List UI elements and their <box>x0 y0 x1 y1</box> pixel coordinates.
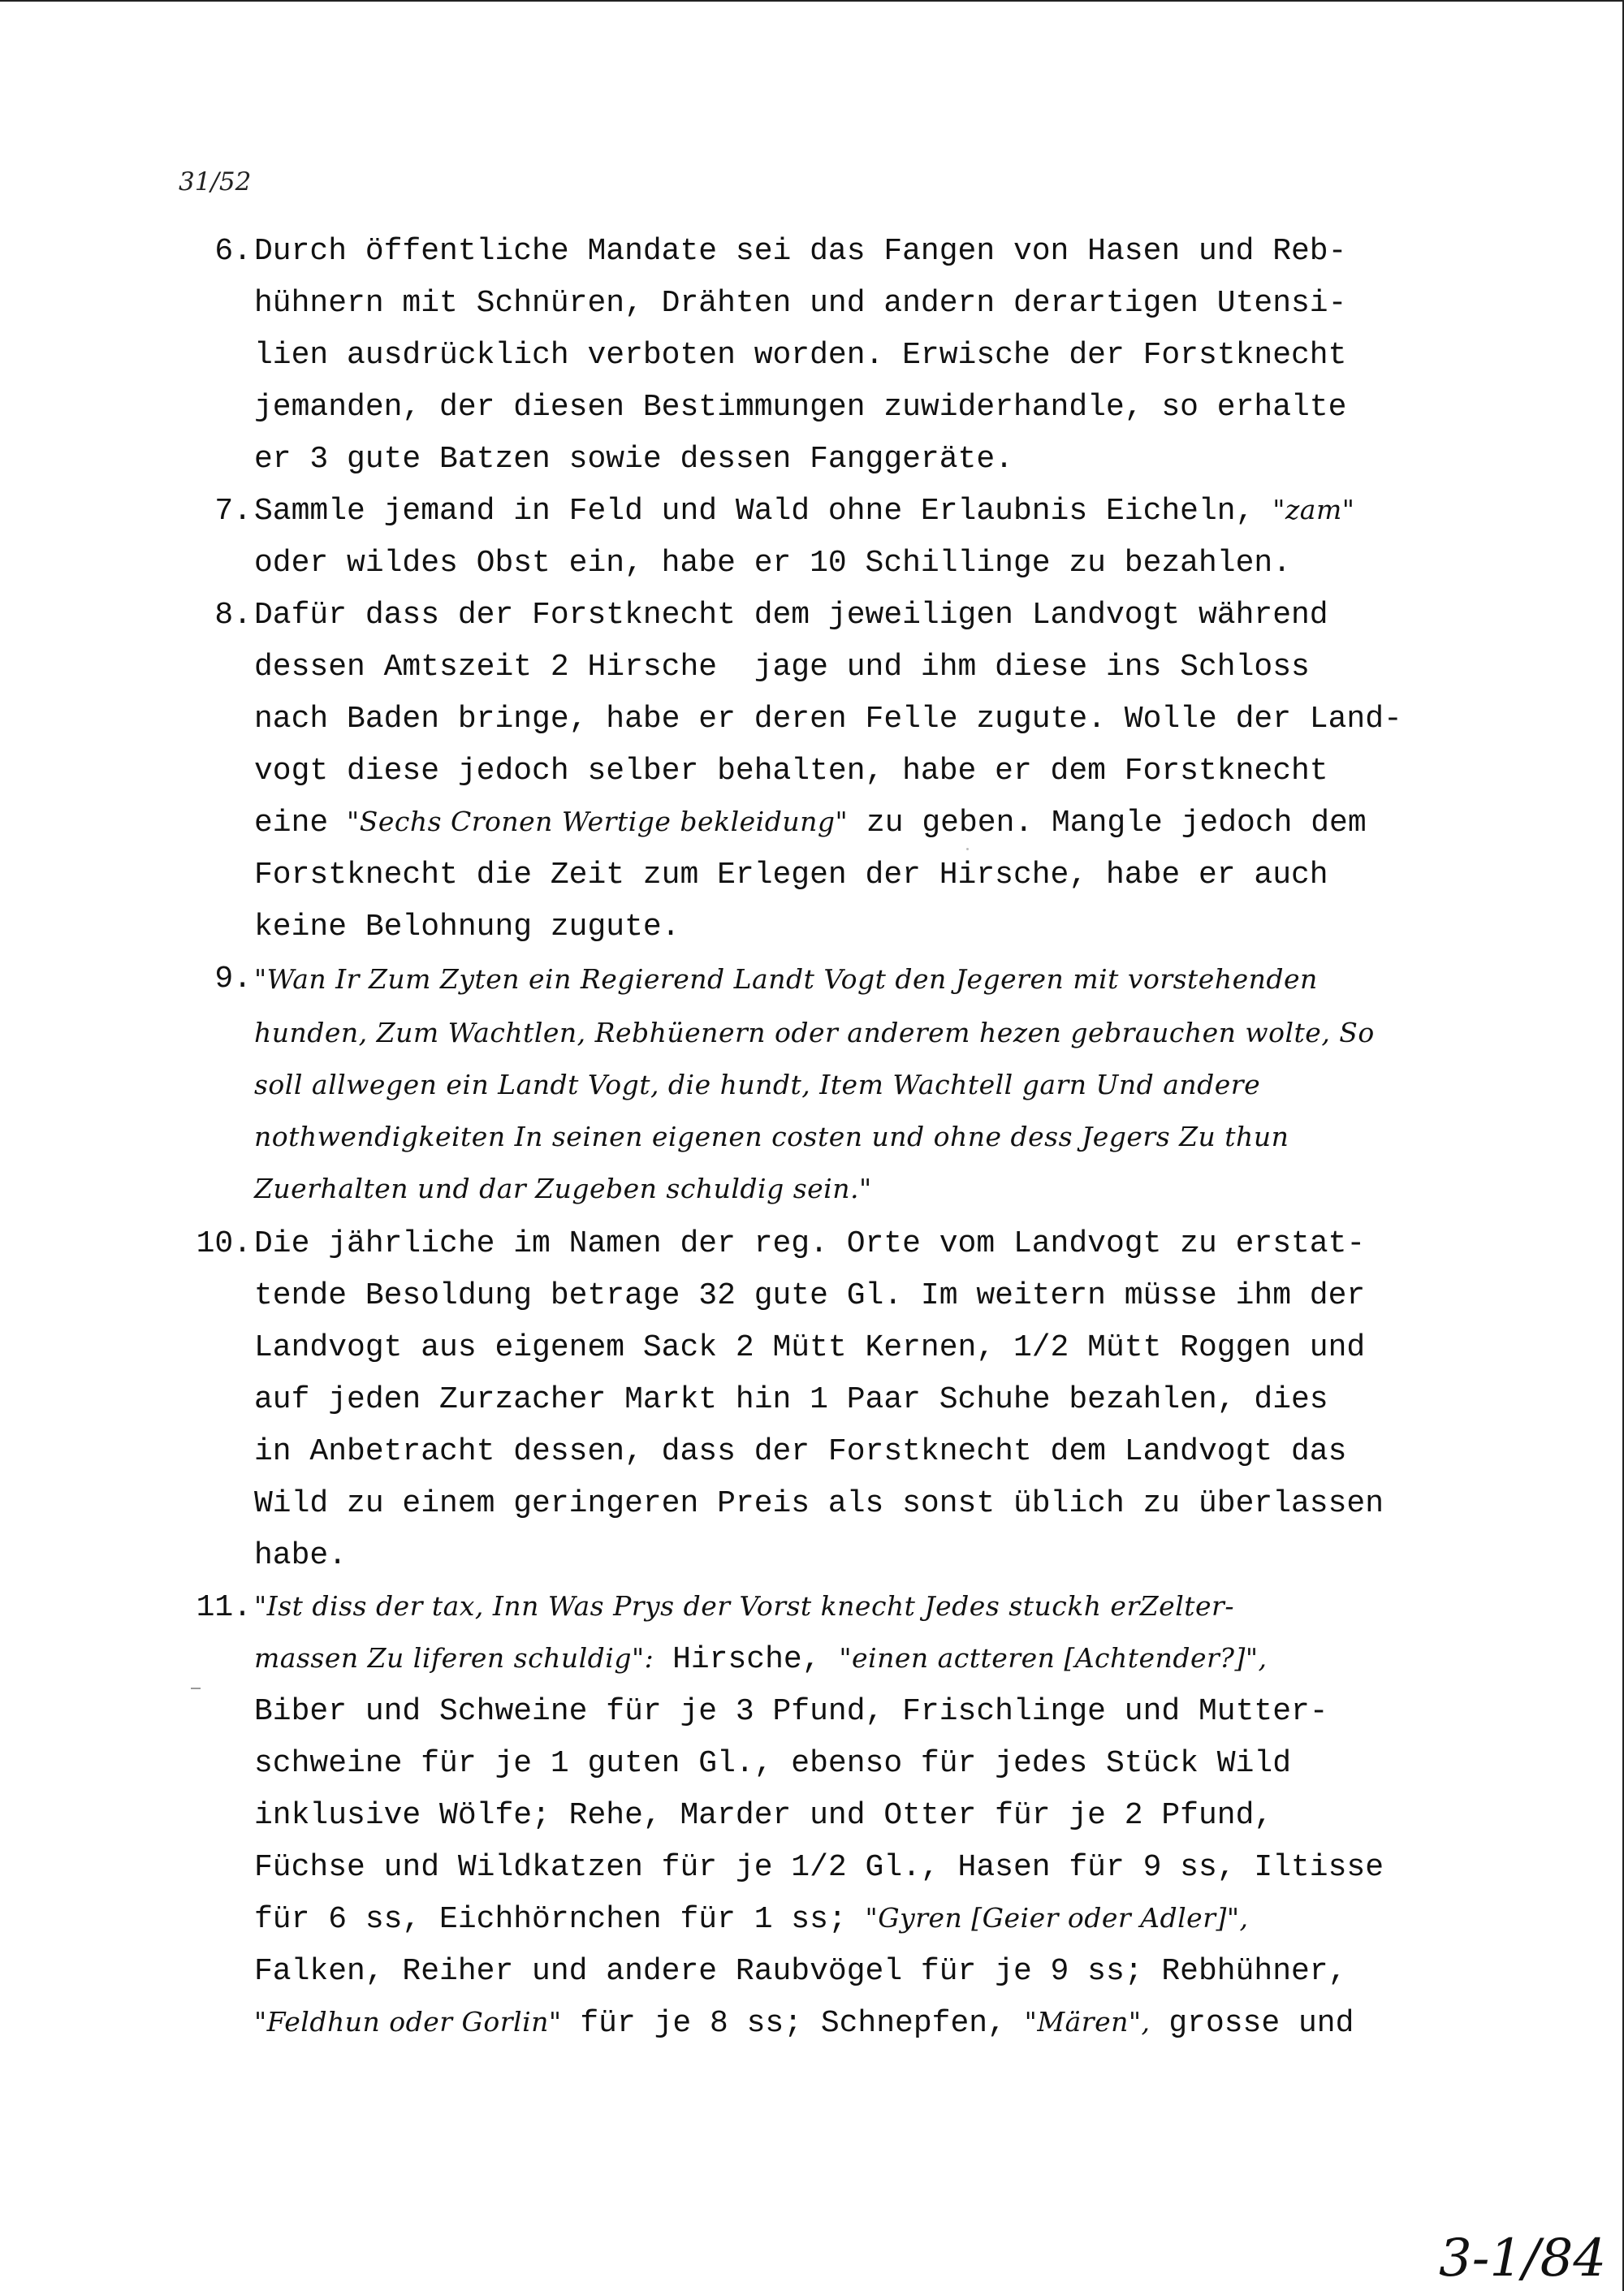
text-line: Die jährliche im Namen der reg. Orte vom Landvogt zu erstat- <box>254 1226 1366 1261</box>
quoted-segment: "Sechs Cronen Wertige bekleidung" <box>347 806 849 837</box>
text-line: auf jeden Zurzacher Markt hin 1 Paar Schuhe bezahlen, dies <box>254 1382 1328 1417</box>
quoted-line: nothwendigkeiten In seinen eigenen costen und ohne dess Jegers Zu thun <box>254 1121 1289 1152</box>
text-line: keine Belohnung zugute. <box>254 910 680 944</box>
text-line: in Anbetracht dessen, dass der Forstknecht dem Landvogt das <box>254 1434 1347 1469</box>
margin-mark <box>191 1688 201 1689</box>
quoted-segment: "einen actteren [Achtender?]", <box>839 1642 1268 1674</box>
text-line <box>254 1902 1249 1937</box>
text-line: hühnern mit Schnüren, Drähten und andern derartigen Utensi- <box>254 286 1347 321</box>
text-segment: für je 8 ss; Schnepfen, <box>561 2006 1025 2041</box>
text-line: dessen Amtszeit 2 Hirsche jage und ihm diese ins Schloss <box>254 650 1310 685</box>
quoted-segment: massen Zu liferen schuldig": <box>254 1642 654 1674</box>
text-line: Biber und Schweine für je 3 Pfund, Frischlinge und Mutter- <box>254 1694 1328 1729</box>
text-line: Landvogt aus eigenem Sack 2 Mütt Kernen, 1/2 Mütt Roggen und <box>254 1330 1366 1365</box>
text-segment: eine <box>254 806 348 841</box>
text-segment: zu geben. Mangle jedoch dem <box>848 806 1367 841</box>
quoted-segment: "Mären", <box>1024 2006 1151 2038</box>
text-line: Falken, Reiher und andere Raubvögel für je 9 ss; Rebhühner, <box>254 1954 1347 1989</box>
text-line: er 3 gute Batzen sowie dessen Fanggeräte. <box>254 442 1013 477</box>
quoted-segment: "Feldhun oder Gorlin" <box>254 2006 562 2038</box>
page-reference: 31/52 <box>179 167 252 197</box>
text-line: tende Besoldung betrage 32 gute Gl. Im weitern müsse ihm der <box>254 1278 1366 1313</box>
text-line <box>254 806 1367 841</box>
quoted-line: Zuerhalten und dar Zugeben schuldig sein." <box>254 1173 872 1204</box>
handwritten-page-number: 3-1/84 <box>1439 2228 1607 2289</box>
text-segment: grosse und <box>1150 2006 1354 2041</box>
text-line: Dafür dass der Forstknecht dem jeweiligen Landvogt während <box>254 598 1328 633</box>
quoted-line: hunden, Zum Wachtlen, Rebhüenern oder anderem hezen gebrauchen wolte, So <box>254 1017 1375 1048</box>
text-segment: für 6 ss, Eichhörnchen für 1 ss; <box>254 1902 866 1937</box>
quoted-segment: "Gyren [Geier oder Adler]", <box>865 1902 1249 1934</box>
quoted-segment: "zam" <box>1272 494 1355 525</box>
item-number: 9. <box>214 962 252 996</box>
text-line <box>254 1642 1268 1677</box>
text-line: vogt diese jedoch selber behalten, habe er dem Forstknecht <box>254 754 1328 789</box>
text-line: inklusive Wölfe; Rehe, Marder und Otter für je 2 Pfund, <box>254 1798 1273 1833</box>
text-line: habe. <box>254 1538 348 1573</box>
text-line: Füchse und Wildkatzen für je 1/2 Gl., Hasen für 9 ss, Iltisse <box>254 1850 1384 1885</box>
quoted-segment: "Ist diss der tax, Inn Was Prys der Vorst knecht Jedes stuckh erZelter- <box>254 1590 1234 1622</box>
item-number: 10. <box>196 1226 252 1261</box>
quoted-line: "Wan Ir Zum Zyten ein Regierend Landt Vogt den Jegeren mit vorstehenden <box>254 963 1318 995</box>
text-line <box>254 1590 1234 1625</box>
text-line <box>254 494 1354 529</box>
item-number: 7. <box>214 494 252 529</box>
text-line: Forstknecht die Zeit zum Erlegen der Hirsche, habe er auch <box>254 858 1328 893</box>
text-segment: Hirsche, <box>654 1642 840 1677</box>
text-line: nach Baden bringe, habe er deren Felle zugute. Wolle der Land- <box>254 702 1402 737</box>
text-segment: Sammle jemand in Feld und Wald ohne Erlaubnis Eicheln, <box>254 494 1273 529</box>
item-number: 11. <box>196 1590 252 1625</box>
text-line: schweine für je 1 guten Gl., ebenso für jedes Stück Wild <box>254 1746 1292 1781</box>
text-line: Durch öffentliche Mandate sei das Fangen von Hasen und Reb- <box>254 234 1347 269</box>
speck-mark <box>966 848 969 850</box>
item-number: 6. <box>214 234 252 269</box>
item-number: 8. <box>214 598 252 633</box>
text-line: Wild zu einem geringeren Preis als sonst üblich zu überlassen <box>254 1486 1384 1521</box>
text-line: oder wildes Obst ein, habe er 10 Schillinge zu bezahlen. <box>254 546 1292 581</box>
quoted-line: soll allwegen ein Landt Vogt, die hundt, Item Wachtell garn Und andere <box>254 1069 1261 1100</box>
text-line <box>254 2006 1354 2041</box>
text-line: lien ausdrücklich verboten worden. Erwische der Forstknecht <box>254 338 1347 373</box>
text-line: jemanden, der diesen Bestimmungen zuwiderhandle, so erhalte <box>254 390 1347 425</box>
